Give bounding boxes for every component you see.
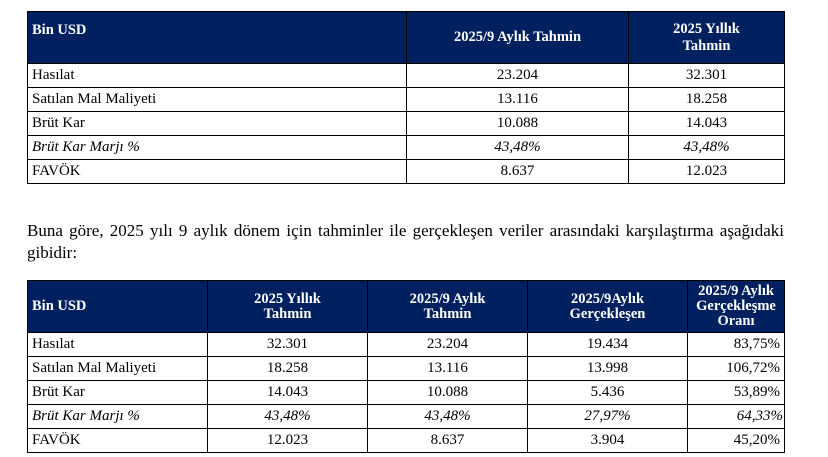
table-row [28,333,785,357]
header-unit: Bin USD [28,12,407,64]
comparison-paragraph: Buna göre, 2025 yılı 9 aylık dönem için tahminler ile gerçekleşen veriler arasındaki karşılaştırma aşağıdaki gibidir: [27,221,784,262]
cell-value: 8.637 [407,160,629,184]
cell-value: 43,48% [368,405,528,429]
row-label: FAVÖK [28,160,407,184]
header-9-month-forecast-text: 2025/9 Aylık Tahmin [409,290,486,322]
row-label: FAVÖK [28,429,208,453]
header-annual-forecast [208,281,368,333]
cell-value: 18.258 [208,357,368,381]
cell-value: 45,20% [688,429,785,453]
cell-value: 8.637 [368,429,528,453]
cell-value: 32.301 [629,64,785,88]
cell-value: 18.258 [629,88,785,112]
table-row [28,357,785,381]
cell-value: 106,72% [688,357,785,381]
row-label: Satılan Mal Maliyeti [28,357,208,381]
cell-value: 13.116 [407,88,629,112]
row-label: Brüt Kar [28,112,407,136]
header-9-month-forecast: 2025/9 Aylık Tahmin [407,12,629,64]
table-row [28,88,785,112]
header-realization-rate: 2025/9 Aylık Gerçekleşme Oranı [688,281,785,333]
cell-value: 12.023 [629,160,785,184]
cell-value: 43,48% [208,405,368,429]
header-9-month-actual [528,281,688,333]
table-row [28,160,785,184]
table-row [28,381,785,405]
cell-value: 10.088 [368,381,528,405]
cell-value: 32.301 [208,333,368,357]
row-label: Hasılat [28,333,208,357]
table-header-row [28,281,785,333]
header-9-month-actual-text: 2025/9Aylık Gerçekleşen [569,290,646,322]
row-label: Brüt Kar [28,381,208,405]
forecast-table [27,11,785,184]
cell-value: 23.204 [368,333,528,357]
table-row [28,136,785,160]
cell-value: 23.204 [407,64,629,88]
header-annual-forecast-text: 2025 Yıllık Tahmin [254,290,321,322]
cell-value: 53,89% [688,381,785,405]
row-label: Satılan Mal Maliyeti [28,88,407,112]
table-row [28,64,785,88]
comparison-table [27,280,785,453]
cell-value: 5.436 [528,381,688,405]
table-row [28,112,785,136]
cell-value: 19.434 [528,333,688,357]
cell-value: 83,75% [688,333,785,357]
cell-value: 43,48% [629,136,785,160]
cell-value: 13.116 [368,357,528,381]
cell-value: 13.998 [528,357,688,381]
cell-value: 14.043 [208,381,368,405]
cell-value: 64,33% [688,405,785,429]
cell-value: 10.088 [407,112,629,136]
table-row [28,405,785,429]
row-label: Hasılat [28,64,407,88]
header-annual-forecast [629,12,785,64]
header-9-month-forecast [368,281,528,333]
cell-value: 3.904 [528,429,688,453]
cell-value: 43,48% [407,136,629,160]
cell-value: 14.043 [629,112,785,136]
table-row [28,429,785,453]
row-label: Brüt Kar Marjı % [28,405,208,429]
cell-value: 27,97% [528,405,688,429]
cell-value: 12.023 [208,429,368,453]
header-unit: Bin USD [28,281,208,333]
row-label: Brüt Kar Marjı % [28,136,407,160]
header-annual-forecast-text: 2025 Yıllık Tahmin [673,20,740,54]
table-header-row [28,12,785,64]
